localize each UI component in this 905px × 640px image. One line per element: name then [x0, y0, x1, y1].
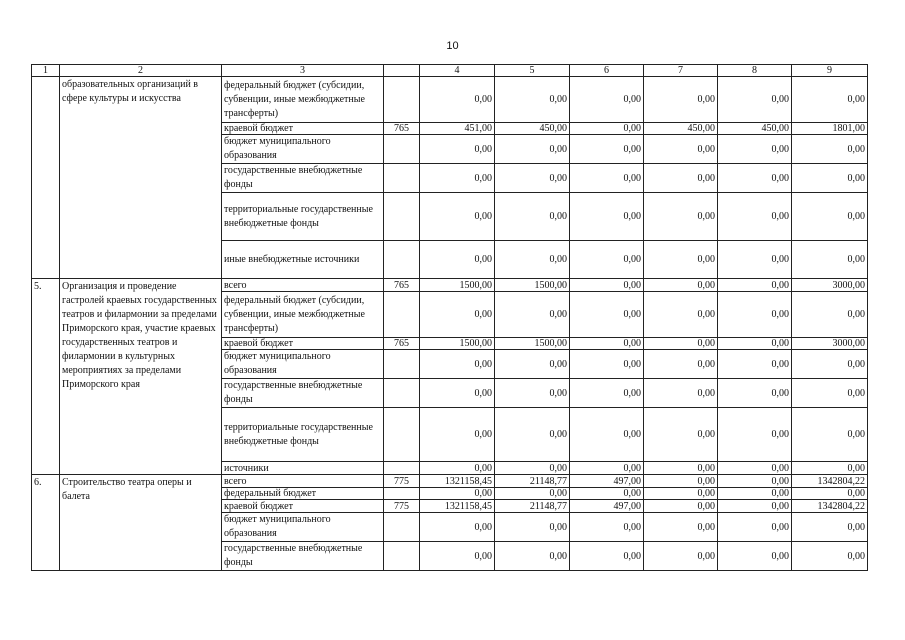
column-header: 6 — [570, 65, 644, 77]
amount-cell: 0,00 — [644, 408, 718, 462]
column-header: 3 — [222, 65, 384, 77]
amount-cell: 0,00 — [644, 475, 718, 488]
amount-cell: 0,00 — [792, 241, 868, 279]
amount-cell: 0,00 — [644, 350, 718, 379]
amount-cell: 0,00 — [420, 135, 495, 164]
amount-cell: 497,00 — [570, 500, 644, 513]
amount-cell: 0,00 — [420, 193, 495, 241]
funding-source: краевой бюджет — [222, 338, 384, 350]
column-header: 1 — [32, 65, 60, 77]
column-header: 8 — [718, 65, 792, 77]
funding-source: государственные внебюджетные фонды — [222, 164, 384, 193]
budget-code — [384, 292, 420, 338]
funding-source: территориальные государственные внебюджетные фонды — [222, 193, 384, 241]
amount-cell: 0,00 — [495, 164, 570, 193]
column-number-row — [32, 65, 868, 77]
amount-cell: 0,00 — [718, 488, 792, 500]
amount-cell: 0,00 — [792, 164, 868, 193]
amount-cell: 0,00 — [420, 241, 495, 279]
budget-code — [384, 542, 420, 571]
amount-cell: 0,00 — [420, 488, 495, 500]
budget-code — [384, 241, 420, 279]
budget-code — [384, 408, 420, 462]
amount-cell: 0,00 — [644, 77, 718, 123]
amount-cell: 0,00 — [718, 475, 792, 488]
funding-source: бюджет муниципального образования — [222, 135, 384, 164]
row-number: 5. — [32, 279, 60, 475]
amount-cell: 0,00 — [420, 379, 495, 408]
amount-cell: 0,00 — [495, 542, 570, 571]
amount-cell: 0,00 — [570, 279, 644, 292]
amount-cell: 0,00 — [420, 542, 495, 571]
budget-code — [384, 135, 420, 164]
amount-cell: 0,00 — [570, 462, 644, 475]
amount-cell: 0,00 — [570, 408, 644, 462]
amount-cell: 0,00 — [644, 193, 718, 241]
amount-cell: 0,00 — [792, 350, 868, 379]
budget-table — [31, 64, 868, 571]
amount-cell: 0,00 — [570, 77, 644, 123]
amount-cell: 0,00 — [420, 292, 495, 338]
amount-cell: 0,00 — [644, 135, 718, 164]
amount-cell: 0,00 — [420, 513, 495, 542]
amount-cell: 0,00 — [495, 408, 570, 462]
budget-code — [384, 193, 420, 241]
amount-cell: 0,00 — [792, 488, 868, 500]
funding-source: территориальные государственные внебюджетные фонды — [222, 408, 384, 462]
funding-source: федеральный бюджет — [222, 488, 384, 500]
amount-cell: 0,00 — [495, 292, 570, 338]
amount-cell: 3000,00 — [792, 338, 868, 350]
amount-cell: 0,00 — [570, 164, 644, 193]
amount-cell: 0,00 — [792, 542, 868, 571]
amount-cell: 0,00 — [718, 500, 792, 513]
amount-cell: 1500,00 — [495, 279, 570, 292]
amount-cell: 1342804,22 — [792, 500, 868, 513]
amount-cell: 0,00 — [792, 513, 868, 542]
amount-cell: 0,00 — [644, 164, 718, 193]
page-number: 10 — [446, 40, 459, 52]
budget-code — [384, 488, 420, 500]
amount-cell: 21148,77 — [495, 500, 570, 513]
amount-cell: 1500,00 — [420, 338, 495, 350]
amount-cell: 0,00 — [644, 462, 718, 475]
amount-cell: 0,00 — [570, 513, 644, 542]
row-number: 6. — [32, 475, 60, 571]
amount-cell: 0,00 — [792, 193, 868, 241]
budget-code — [384, 379, 420, 408]
amount-cell: 1342804,22 — [792, 475, 868, 488]
amount-cell: 0,00 — [644, 488, 718, 500]
amount-cell: 0,00 — [718, 135, 792, 164]
funding-source: федеральный бюджет (субсидии, субвенции, иные межбюджетные трансферты) — [222, 292, 384, 338]
column-header: 4 — [420, 65, 495, 77]
table-row — [32, 475, 868, 488]
amount-cell: 0,00 — [792, 408, 868, 462]
funding-source: государственные внебюджетные фонды — [222, 379, 384, 408]
budget-code — [384, 462, 420, 475]
amount-cell: 0,00 — [570, 488, 644, 500]
measure-description: Строительство театра оперы и балета — [60, 475, 222, 571]
amount-cell: 0,00 — [570, 350, 644, 379]
funding-source: государственные внебюджетные фонды — [222, 542, 384, 571]
amount-cell: 0,00 — [718, 513, 792, 542]
column-header: 2 — [60, 65, 222, 77]
amount-cell: 0,00 — [718, 462, 792, 475]
amount-cell: 0,00 — [495, 135, 570, 164]
amount-cell: 0,00 — [495, 350, 570, 379]
amount-cell: 0,00 — [495, 462, 570, 475]
row-number — [32, 77, 60, 279]
amount-cell: 0,00 — [420, 164, 495, 193]
budget-code: 765 — [384, 338, 420, 350]
amount-cell: 0,00 — [570, 292, 644, 338]
amount-cell: 0,00 — [792, 135, 868, 164]
amount-cell: 0,00 — [495, 488, 570, 500]
amount-cell: 1321158,45 — [420, 500, 495, 513]
amount-cell: 0,00 — [644, 513, 718, 542]
funding-source: краевой бюджет — [222, 123, 384, 135]
amount-cell: 0,00 — [718, 164, 792, 193]
amount-cell: 1801,00 — [792, 123, 868, 135]
amount-cell: 451,00 — [420, 123, 495, 135]
budget-code — [384, 513, 420, 542]
amount-cell: 0,00 — [570, 135, 644, 164]
amount-cell: 1500,00 — [495, 338, 570, 350]
amount-cell: 0,00 — [495, 241, 570, 279]
amount-cell: 21148,77 — [495, 475, 570, 488]
amount-cell: 0,00 — [570, 241, 644, 279]
amount-cell: 0,00 — [644, 292, 718, 338]
amount-cell: 0,00 — [792, 292, 868, 338]
budget-code: 765 — [384, 123, 420, 135]
amount-cell: 0,00 — [718, 338, 792, 350]
amount-cell: 0,00 — [495, 379, 570, 408]
budget-code — [384, 350, 420, 379]
amount-cell: 0,00 — [644, 379, 718, 408]
funding-source: источники — [222, 462, 384, 475]
table-row — [32, 279, 868, 292]
amount-cell: 0,00 — [570, 193, 644, 241]
amount-cell: 0,00 — [718, 279, 792, 292]
measure-description: Организация и проведение гастролей краевых государственных театров и филармонии за пределами Приморского края, участие краевых государственных театров и филармонии в культурных мероприятиях за пределами Приморского края — [60, 279, 222, 475]
measure-description: образовательных организаций в сфере культуры и искусства — [60, 77, 222, 279]
amount-cell: 0,00 — [644, 542, 718, 571]
amount-cell: 0,00 — [570, 123, 644, 135]
amount-cell: 0,00 — [495, 77, 570, 123]
amount-cell: 0,00 — [718, 77, 792, 123]
budget-code: 765 — [384, 279, 420, 292]
amount-cell: 0,00 — [718, 350, 792, 379]
amount-cell: 0,00 — [570, 379, 644, 408]
funding-source: краевой бюджет — [222, 500, 384, 513]
amount-cell: 0,00 — [644, 500, 718, 513]
funding-source: федеральный бюджет (субсидии, субвенции, иные межбюджетные трансферты) — [222, 77, 384, 123]
funding-source: бюджет муниципального образования — [222, 513, 384, 542]
amount-cell: 0,00 — [718, 542, 792, 571]
column-header-code — [384, 65, 420, 77]
funding-source: иные внебюджетные источники — [222, 241, 384, 279]
amount-cell: 0,00 — [570, 542, 644, 571]
amount-cell: 3000,00 — [792, 279, 868, 292]
table-body — [32, 77, 868, 571]
amount-cell: 450,00 — [495, 123, 570, 135]
amount-cell: 0,00 — [792, 379, 868, 408]
amount-cell: 0,00 — [792, 462, 868, 475]
funding-source: всего — [222, 475, 384, 488]
amount-cell: 0,00 — [644, 338, 718, 350]
amount-cell: 0,00 — [644, 241, 718, 279]
budget-code — [384, 77, 420, 123]
amount-cell: 0,00 — [792, 77, 868, 123]
amount-cell: 0,00 — [718, 193, 792, 241]
amount-cell: 0,00 — [718, 379, 792, 408]
amount-cell: 0,00 — [420, 77, 495, 123]
amount-cell: 0,00 — [644, 279, 718, 292]
column-header: 5 — [495, 65, 570, 77]
amount-cell: 1500,00 — [420, 279, 495, 292]
amount-cell: 450,00 — [718, 123, 792, 135]
amount-cell: 0,00 — [495, 513, 570, 542]
funding-source: всего — [222, 279, 384, 292]
amount-cell: 0,00 — [495, 193, 570, 241]
amount-cell: 0,00 — [718, 292, 792, 338]
amount-cell: 497,00 — [570, 475, 644, 488]
column-header: 9 — [792, 65, 868, 77]
budget-code — [384, 164, 420, 193]
amount-cell: 0,00 — [570, 338, 644, 350]
amount-cell: 1321158,45 — [420, 475, 495, 488]
amount-cell: 0,00 — [718, 408, 792, 462]
column-header: 7 — [644, 65, 718, 77]
amount-cell: 0,00 — [420, 408, 495, 462]
budget-code: 775 — [384, 475, 420, 488]
amount-cell: 0,00 — [718, 241, 792, 279]
amount-cell: 450,00 — [644, 123, 718, 135]
table-row — [32, 77, 868, 123]
amount-cell: 0,00 — [420, 462, 495, 475]
amount-cell: 0,00 — [420, 350, 495, 379]
budget-code: 775 — [384, 500, 420, 513]
funding-source: бюджет муниципального образования — [222, 350, 384, 379]
